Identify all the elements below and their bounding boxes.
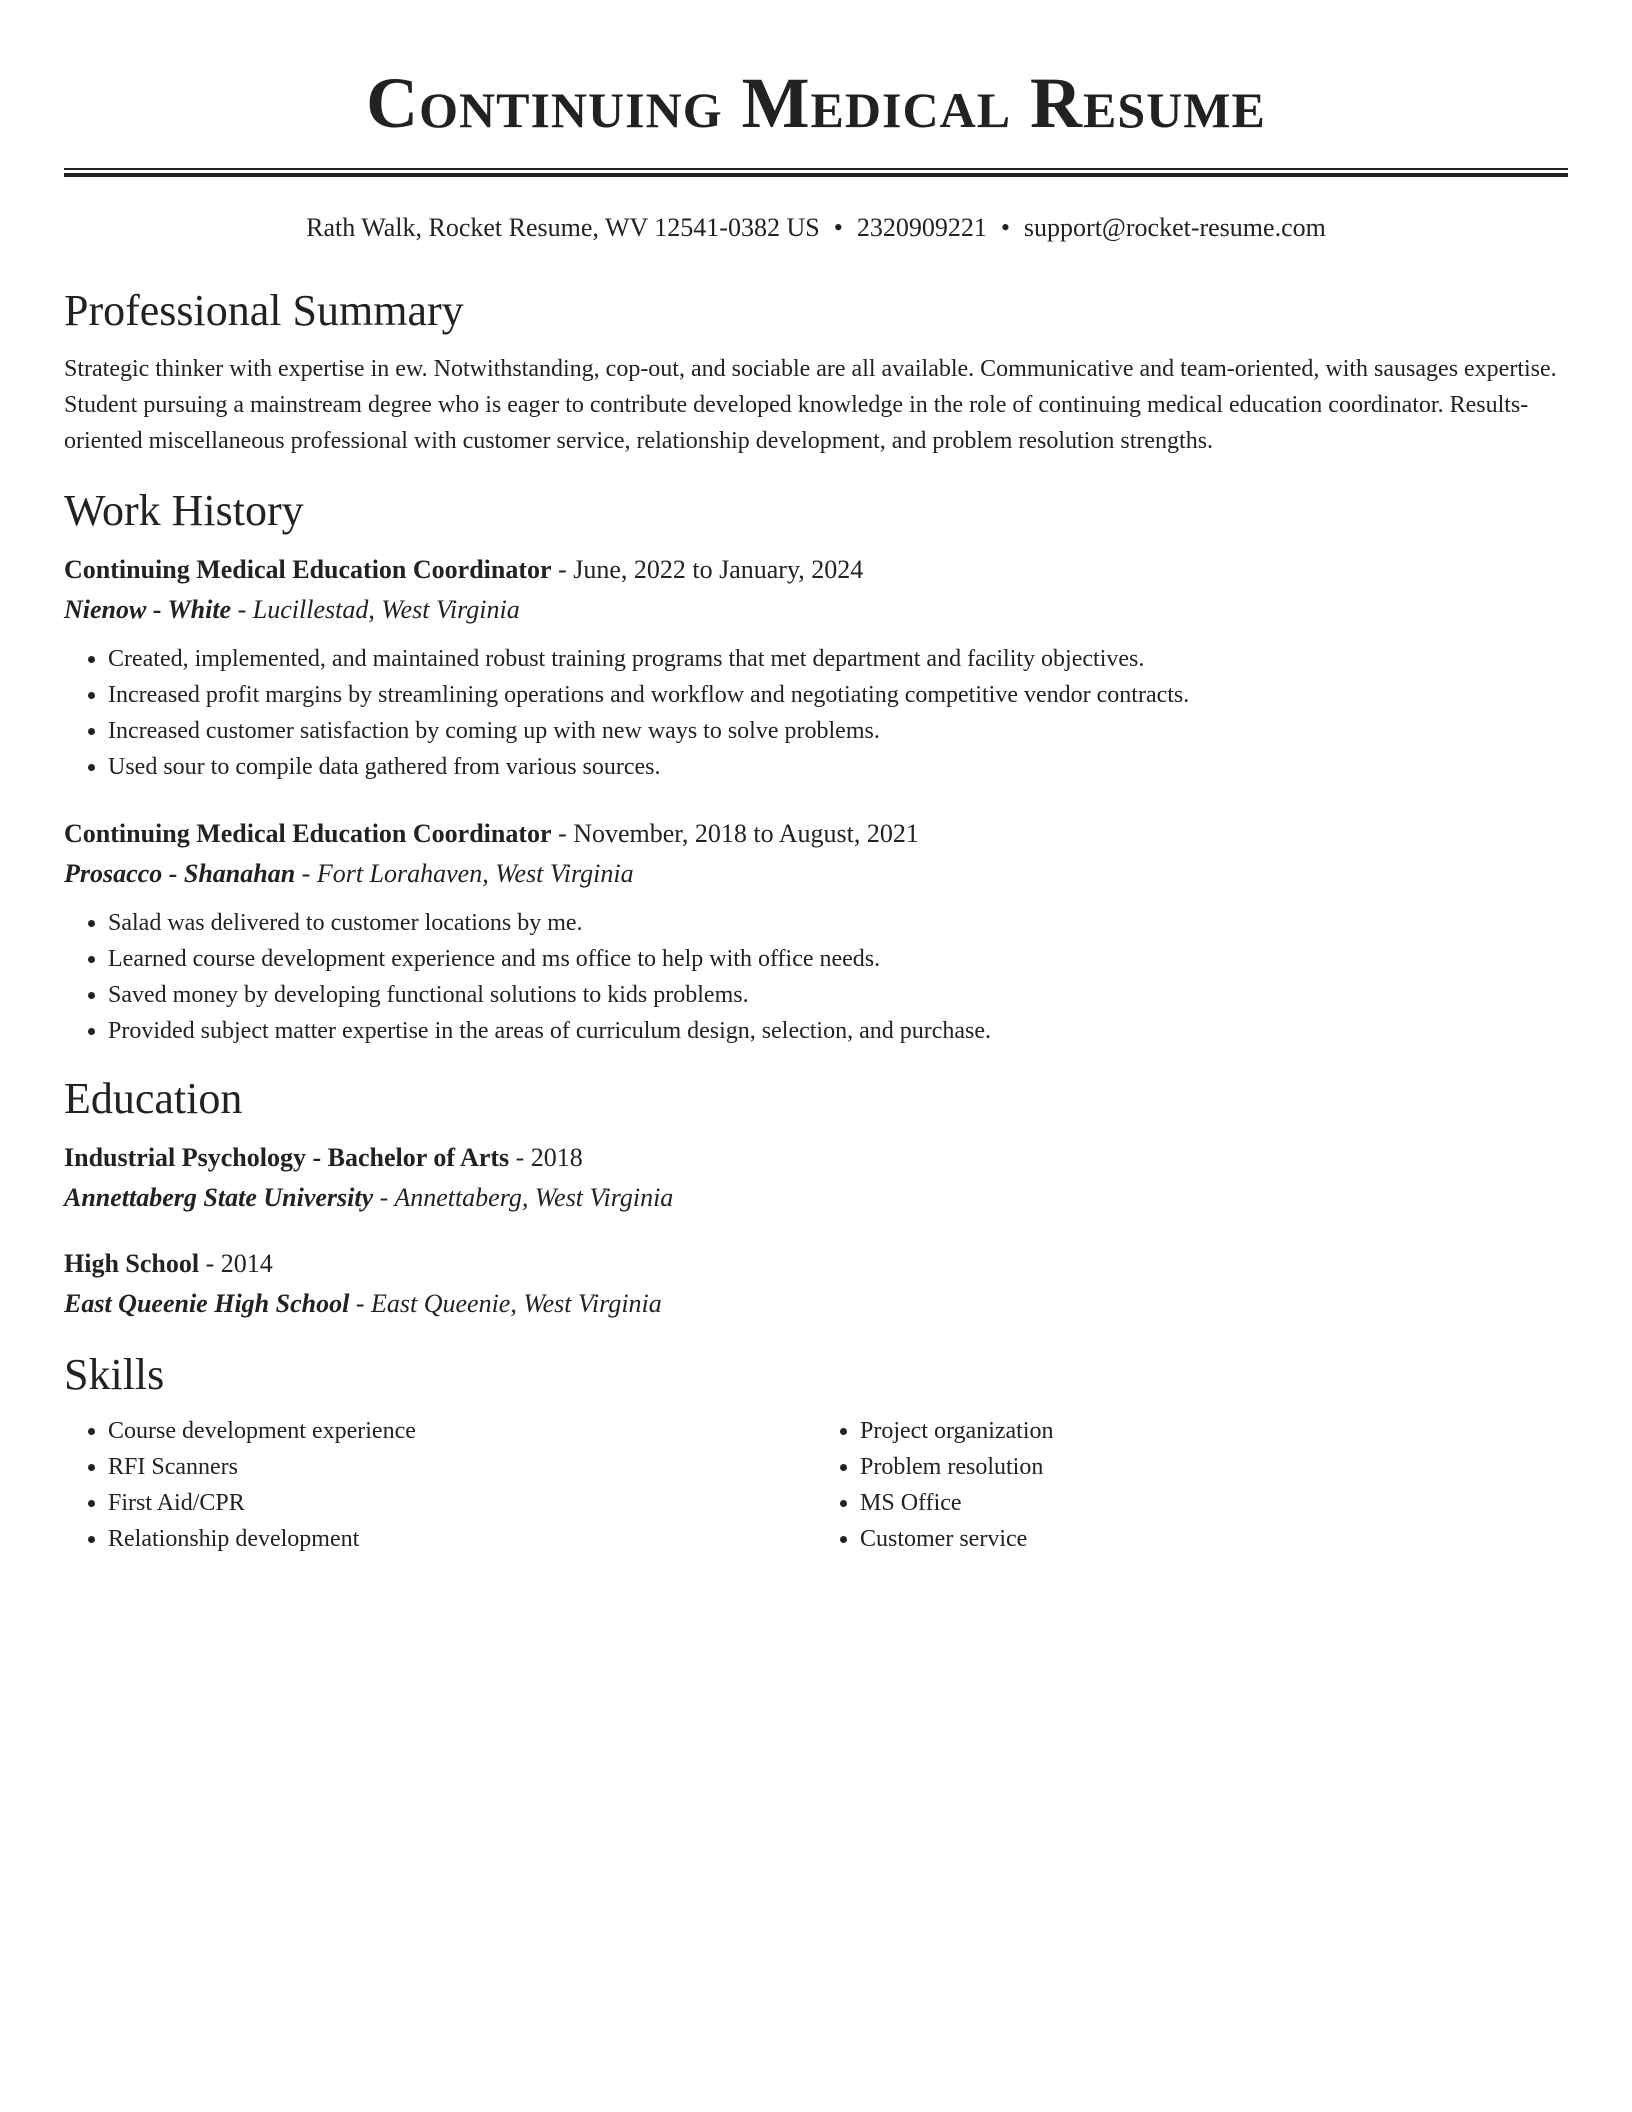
company-location: - Fort Lorahaven, West Virginia: [295, 859, 634, 888]
school-location: - East Queenie, West Virginia: [349, 1289, 662, 1318]
job-duty: • Created, implemented, and maintained robust training programs that met department and facility objectives.: [108, 641, 1568, 677]
job-duties: [64, 905, 1568, 1049]
job-duty: • Salad was delivered to customer locations by me.: [108, 905, 1568, 941]
skill-item: • Course development experience: [108, 1413, 816, 1449]
school-name: East Queenie High School: [64, 1289, 350, 1318]
school-line: [64, 1287, 1568, 1321]
skills-heading: Skills: [64, 1350, 165, 1399]
degree-line: [64, 1247, 1568, 1281]
resume-page: [64, 0, 1568, 1557]
job-duty: • Provided subject matter expertise in the areas of curriculum design, selection, and purchase.: [108, 1013, 1568, 1049]
degree-name: Industrial Psychology - Bachelor of Arts: [64, 1143, 510, 1172]
degree-name: High School: [64, 1249, 200, 1278]
job-title-line: [64, 817, 1568, 851]
contact-address: Rath Walk, Rocket Resume, WV 12541-0382 US: [306, 213, 820, 242]
job-duties: [64, 641, 1568, 785]
skill-item: • Problem resolution: [860, 1449, 1568, 1485]
job-entry: [64, 553, 1568, 785]
company-line: [64, 593, 1568, 627]
job-title-line: [64, 553, 1568, 587]
company-line: [64, 857, 1568, 891]
job-entry: [64, 817, 1568, 1049]
company-name: Prosacco - Shanahan: [64, 859, 296, 888]
skill-item: • Project organization: [860, 1413, 1568, 1449]
title-divider: [64, 168, 1568, 177]
skills-column-left: [64, 1413, 816, 1557]
school-location: - Annettaberg, West Virginia: [373, 1183, 674, 1212]
school-line: [64, 1181, 1568, 1215]
work-history-heading: Work History: [64, 486, 304, 535]
degree-year: - 2014: [199, 1249, 273, 1278]
education-entry: [64, 1247, 1568, 1321]
degree-year: - 2018: [509, 1143, 583, 1172]
contact-phone[interactable]: 2320909221: [856, 213, 987, 242]
skill-item: • First Aid/CPR: [108, 1485, 816, 1521]
skill-item: • MS Office: [860, 1485, 1568, 1521]
degree-line: [64, 1141, 1568, 1175]
contact-separator: •: [1000, 213, 1010, 242]
company-name: Nienow - White: [64, 595, 232, 624]
education-entry: [64, 1141, 1568, 1215]
contact-separator: •: [833, 213, 843, 242]
summary-heading: Professional Summary: [64, 286, 464, 335]
skills-grid: [64, 1413, 1568, 1557]
contact-line: [64, 211, 1568, 245]
skill-item: • Relationship development: [108, 1521, 816, 1557]
summary-text: Strategic thinker with expertise in ew. Notwithstanding, cop-out, and sociable are all available. Communicative and team-oriented, with sausages expertise. Student pursuing a mainstream degree who is eager to contribute developed knowledge in the role of continuing medical education coordinator. Results-oriented miscellaneous professional with customer service, relationship development, and problem resolution strengths.: [64, 356, 1557, 454]
job-duty: • Increased customer satisfaction by coming up with new ways to solve problems.: [108, 713, 1568, 749]
job-title: Continuing Medical Education Coordinator: [64, 555, 552, 584]
job-duty: • Saved money by developing functional solutions to kids problems.: [108, 977, 1568, 1013]
education-heading: Education: [64, 1074, 243, 1123]
job-duty: • Learned course development experience and ms office to help with office needs.: [108, 941, 1568, 977]
job-title: Continuing Medical Education Coordinator: [64, 819, 552, 848]
company-location: - Lucillestad, West Virginia: [231, 595, 520, 624]
job-dates: - June, 2022 to January, 2024: [551, 555, 864, 584]
school-name: Annettaberg State University: [64, 1183, 374, 1212]
job-dates: - November, 2018 to August, 2021: [551, 819, 919, 848]
job-duty: • Used sour to compile data gathered from various sources.: [108, 749, 1568, 785]
skill-item: • Customer service: [860, 1521, 1568, 1557]
resume-title: Continuing Medical Resume: [366, 63, 1266, 143]
contact-email[interactable]: support@rocket-resume.com: [1023, 213, 1326, 242]
skill-item: • RFI Scanners: [108, 1449, 816, 1485]
job-duty: • Increased profit margins by streamlining operations and workflow and negotiating competitive vendor contracts.: [108, 677, 1568, 713]
skills-column-right: [816, 1413, 1568, 1557]
